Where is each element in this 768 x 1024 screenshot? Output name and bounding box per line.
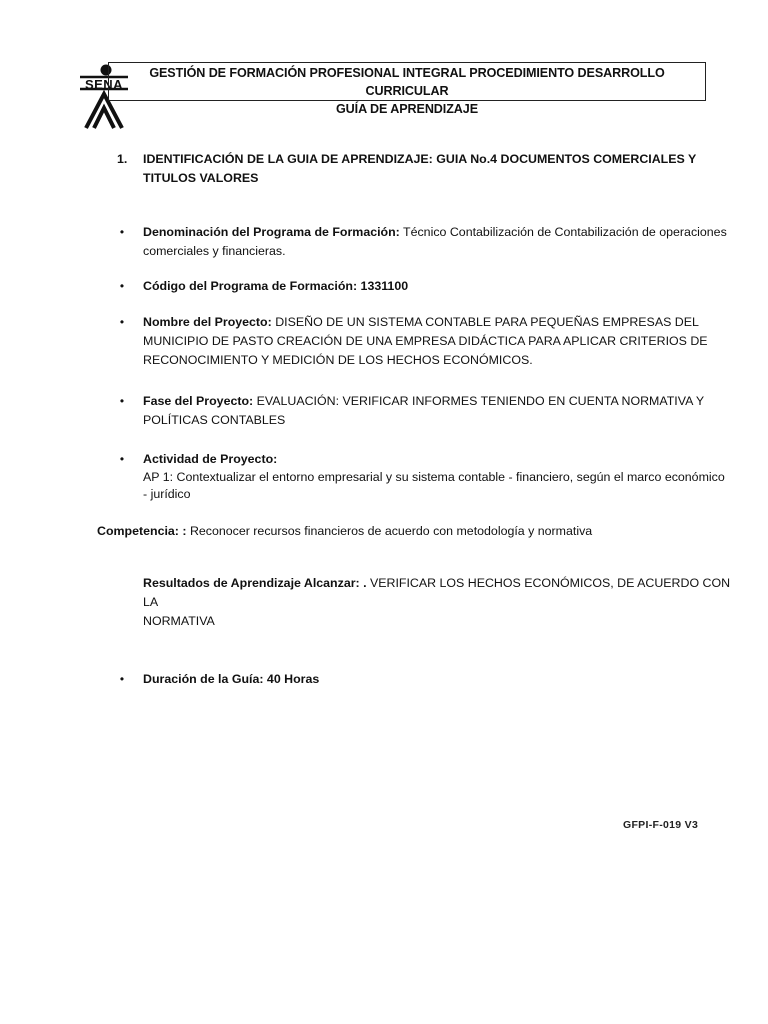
fase-value-cont: POLÍTICAS CONTABLES	[143, 413, 286, 427]
bullet-proyecto: •	[119, 315, 125, 329]
bullet-duracion: •	[119, 672, 125, 686]
item-codigo	[143, 277, 408, 296]
actividad-value: AP 1: Contextualizar el entorno empresarial y su sistema contable - financiero, según el marco económico	[143, 470, 725, 484]
actividad-label: Actividad de Proyecto:	[143, 452, 278, 466]
duracion-label: Duración de la Guía: 40 Horas	[143, 672, 320, 686]
actividad-value-cont: - jurídico	[143, 487, 191, 501]
bullet-codigo: •	[119, 279, 125, 293]
competencia-label: Competencia: :	[97, 524, 187, 538]
logo-text: SENA	[84, 77, 124, 92]
item-proyecto	[143, 313, 743, 370]
item-resultados	[143, 574, 743, 631]
resultados-label: Resultados de Aprendizaje Alcanzar: .	[143, 576, 367, 590]
fase-label: Fase del Proyecto:	[143, 394, 254, 408]
item-programa	[143, 223, 743, 261]
programa-value: Técnico Contabilización de Contabilización de operaciones	[399, 225, 727, 239]
proyecto-value: DISEÑO DE UN SISTEMA CONTABLE PARA PEQUEÑAS EMPRESAS DEL	[271, 315, 699, 329]
section-title-line2: TITULOS VALORES	[143, 171, 259, 185]
item-duracion	[143, 670, 319, 689]
header-subtitle: GUÍA DE APRENDIZAJE	[335, 102, 478, 116]
resultados-value-cont: NORMATIVA	[143, 614, 215, 628]
codigo-label: Código del Programa de Formación: 1331100	[143, 279, 409, 293]
programa-value-cont: comerciales y financieras.	[143, 244, 286, 258]
form-code: GFPI-F-019 V3	[623, 819, 699, 831]
item-competencia	[97, 522, 737, 541]
section-number: 1.	[117, 152, 128, 166]
resultados-value: VERIFICAR LOS HECHOS ECONÓMICOS, DE ACUERDO CON LA	[143, 576, 731, 609]
item-actividad	[143, 450, 753, 503]
proyecto-value-cont2: RECONOCIMIENTO Y MEDICIÓN DE LOS HECHOS ECONÓMICOS.	[143, 353, 533, 367]
bullet-programa: •	[119, 225, 125, 239]
competencia-value: Reconocer recursos financieros de acuerdo con metodología y normativa	[186, 524, 593, 538]
header-title: GESTIÓN DE FORMACIÓN PROFESIONAL INTEGRAL PROCEDIMIENTO DESARROLLO CURRICULAR	[149, 66, 665, 98]
proyecto-value-cont: MUNICIPIO DE PASTO CREACIÓN DE UNA EMPRESA DIDÁCTICA PARA APLICAR CRITERIOS DE	[143, 334, 708, 348]
document-header	[108, 62, 706, 116]
section-title	[143, 150, 696, 188]
section-title-line1: IDENTIFICACIÓN DE LA GUIA DE APRENDIZAJE: GUIA No.4 DOCUMENTOS COMERCIALES Y	[143, 152, 697, 166]
programa-label: Denominación del Programa de Formación:	[143, 225, 400, 239]
item-fase	[143, 392, 743, 430]
bullet-actividad: •	[119, 452, 125, 466]
fase-value: EVALUACIÓN: VERIFICAR INFORMES TENIENDO EN CUENTA NORMATIVA Y	[253, 394, 705, 408]
bullet-fase: •	[119, 394, 125, 408]
proyecto-label: Nombre del Proyecto:	[143, 315, 272, 329]
